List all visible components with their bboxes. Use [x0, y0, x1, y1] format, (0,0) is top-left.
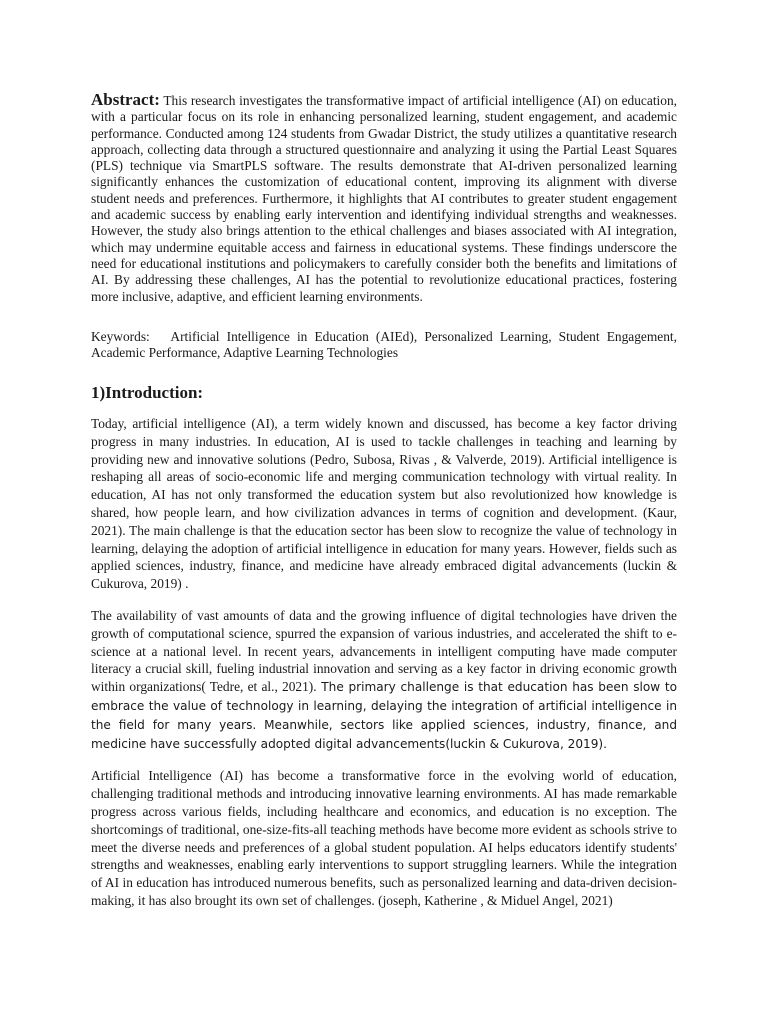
introduction-paragraph-3: Artificial Intelligence (AI) has become a transformative force in the evolving world of education, challenging traditional methods and introducing innovative learning environments. AI has made remarkable progress across various fields, including healthcare and economics, and education is no exception. The shortcomings of traditional, one-size-fits-all teaching methods have become more evident as schools strive to meet the diverse needs and preferences of a global student population. AI helps educators identify students' strengths and weaknesses, enabling early interventions to support struggling learners. While the integration of AI in education has introduced numerous benefits, such as personalized learning and data-driven decision-making, it has also brought its own set of challenges. (joseph, Katherine , & Miduel Angel, 2021)	[91, 768, 677, 908]
keywords-label: Keywords:	[91, 328, 150, 344]
introduction-paragraph-2-serif: The availability of vast amounts of data and the growing influence of digital technologies have driven the growth of computational science, spurred the expansion of various industries, and accelerated the shift to e-science at a national level. In recent years, advancements in intelligent computing have made computer literacy a crucial skill, fueling industrial innovation and serving as a key factor in driving economic growth within organizations( Tedre, et al., 2021).	[91, 608, 677, 695]
introduction-paragraph-1: Today, artificial intelligence (AI), a term widely known and discussed, has become a key factor driving progress in many industries. In education, AI is used to tackle challenges in teaching and learning by providing new and innovative solutions (Pedro, Subosa, Rivas , & Valverde, 2019). Artificial intelligence is reshaping all areas of socio-economic life and merging communication technology with virtual reality. In education, AI has not only transformed the education system but also revolutionized how knowledge is shared, how people learn, and how civilization advances in terms of cognition and development. (Kaur, 2021). The main challenge is that the education sector has been slow to recognize the value of technology in learning, delaying the adoption of artificial intelligence in education for many years. However, fields such as applied sciences, industry, finance, and medicine have already embraced digital advancements (luckin & Cukurova, 2019) .	[91, 416, 677, 592]
introduction-paragraph-2	[91, 607, 677, 753]
introduction-paragraph-2-sans: The primary challenge is that education has been slow to embrace the value of technology in learning, delaying the integration of artificial intelligence in the field for many years. Meanwhile, sectors like applied sciences, industry, finance, and medicine have successfully adopted digital advancements(luckin & Cukurova, 2019).	[91, 680, 677, 751]
keywords-paragraph	[91, 329, 677, 362]
document-page	[91, 92, 677, 910]
abstract-paragraph	[91, 92, 677, 305]
abstract-text: This research investigates the transformative impact of artificial intelligence (AI) on education, with a particular focus on its role in enhancing personalized learning, student engagement, and academic performance. Conducted among 124 students from Gwadar District, the study utilizes a quantitative research approach, collecting data through a structured questionnaire and analyzing it using the Partial Least Squares (PLS) technique via SmartPLS software. The results demonstrate that AI-driven personalized learning significantly enhances the customization of educational content, improving its alignment with diverse student needs and preferences. Furthermore, it highlights that AI contributes to greater student engagement and academic success by enabling early intervention and identifying individual strengths and weaknesses. However, the study also brings attention to the ethical challenges and biases associated with AI integration, which may undermine equitable access and fairness in educational systems. These findings underscore the need for educational institutions and policymakers to carefully consider both the benefits and limitations of AI. By addressing these challenges, AI has the potential to revolutionize educational practices, fostering more inclusive, adaptive, and efficient learning environments.	[91, 93, 678, 304]
keywords-text: Artificial Intelligence in Education (AIEd), Personalized Learning, Student Engagement, Academic Performance, Adaptive Learning Technologies	[91, 328, 677, 361]
abstract-label: Abstract:	[91, 90, 160, 109]
introduction-heading: 1)Introduction:	[91, 383, 204, 403]
